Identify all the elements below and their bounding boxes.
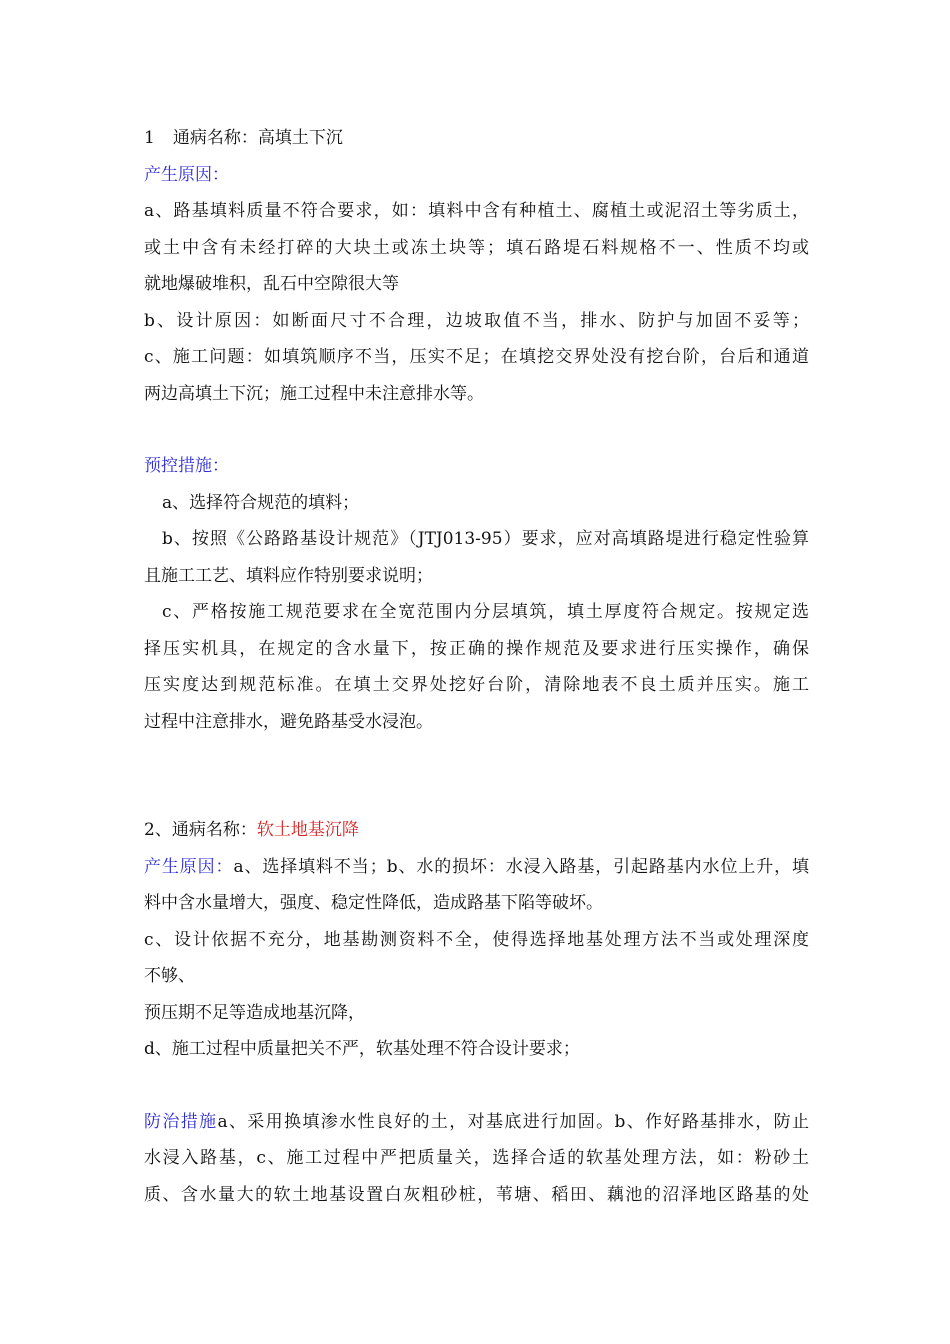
paragraph-spacer [144, 1068, 809, 1104]
section2-cause-line: 不够、 [144, 966, 195, 986]
section2-measure-line: 质、含水量大的软土地基设置白灰粗砂桩，苇塘、稻田、藕池的沼泽地区路基的处 [144, 1184, 809, 1205]
section1-cause-line: 或土中含有未经打碎的大块土或冻土块等；填石路堤石料规格不一、性质不均或 [144, 237, 809, 258]
section1-title-label: 通病名称：高填土下沉 [172, 128, 343, 148]
section1-measure-line: 择压实机具，在规定的含水量下，按正确的操作规范及要求进行压实操作，确保 [144, 638, 809, 659]
section1-measure-line: 且施工工艺、填料应作特别要求说明； [144, 565, 433, 586]
section2-title-prefix: 2、通病名称： [144, 820, 257, 840]
section2-measure-line: 水浸入路基，c、施工过程中严把质量关，选择合适的软基处理方法，如：粉砂土 [144, 1148, 809, 1168]
section2-cause-line: c、设计依据不充分，地基勘测资料不全，使得选择地基处理方法不当或处理深度 [144, 929, 809, 950]
section2-measure-first-line [144, 1104, 809, 1141]
section-spacer [144, 740, 809, 812]
section2-cause-line: 预压期不足等造成地基沉降， [144, 1002, 365, 1023]
section1-number: 1 [144, 128, 155, 148]
paragraph-spacer [144, 412, 809, 448]
section1-measure-line: c、严格按施工规范要求在全宽范围内分层填筑，填土厚度符合规定。按规定选 [162, 602, 809, 622]
section1-cause-line: b、设计原因：如断面尺寸不合理，边坡取值不当，排水、防护与加固不妥等； [144, 310, 809, 331]
section2-cause-line: d、施工过程中质量把关不严，软基处理不符合设计要求； [144, 1039, 580, 1059]
section2-cause-heading: 产生原因： [144, 856, 234, 877]
section1-cause-line: c、施工问题：如填筑顺序不当，压实不足；在填挖交界处没有挖台阶，台后和通道 [144, 347, 809, 367]
section2-measure-heading: 防治措施 [144, 1111, 218, 1132]
section1-cause-line: 就地爆破堆积，乱石中空隙很大等 [144, 274, 399, 294]
section1-cause-line: 两边高填土下沉；施工过程中未注意排水等。 [144, 383, 484, 404]
section1-measure-line: 过程中注意排水，避免路基受水浸泡。 [144, 711, 433, 732]
section1-measure-line: 压实度达到规范标准。在填土交界处挖好台阶，清除地表不良土质并压实。施工 [144, 675, 809, 695]
section2-measure-text: a、采用换填渗水性良好的土，对基底进行加固。b、作好路基排水，防止 [217, 1111, 809, 1132]
section2-cause-text: a、选择填料不当；b、水的损坏：水浸入路基，引起路基内水位上升，填 [233, 856, 809, 877]
section1-cause-line: a、路基填料质量不符合要求，如：填料中含有种植土、腐植土或泥沼土等劣质土， [144, 201, 809, 221]
document-body [144, 120, 809, 1213]
section1-measure-line: a、选择符合规范的填料； [162, 492, 360, 513]
section2-cause-line: 料中含水量增大，强度、稳定性降低，造成路基下陷等破坏。 [144, 893, 603, 913]
section1-cause-heading: 产生原因： [144, 164, 229, 185]
section1-measure-heading: 预控措施： [144, 456, 229, 476]
section2-title-name: 软土地基沉降 [256, 820, 359, 840]
section2-title [144, 812, 809, 849]
section2-cause-first-line [144, 849, 809, 886]
section1-measure-line: b、按照《公路路基设计规范》（JTJ013-95）要求，应对高填路堤进行稳定性验算 [162, 529, 809, 549]
section1-title [144, 120, 809, 157]
